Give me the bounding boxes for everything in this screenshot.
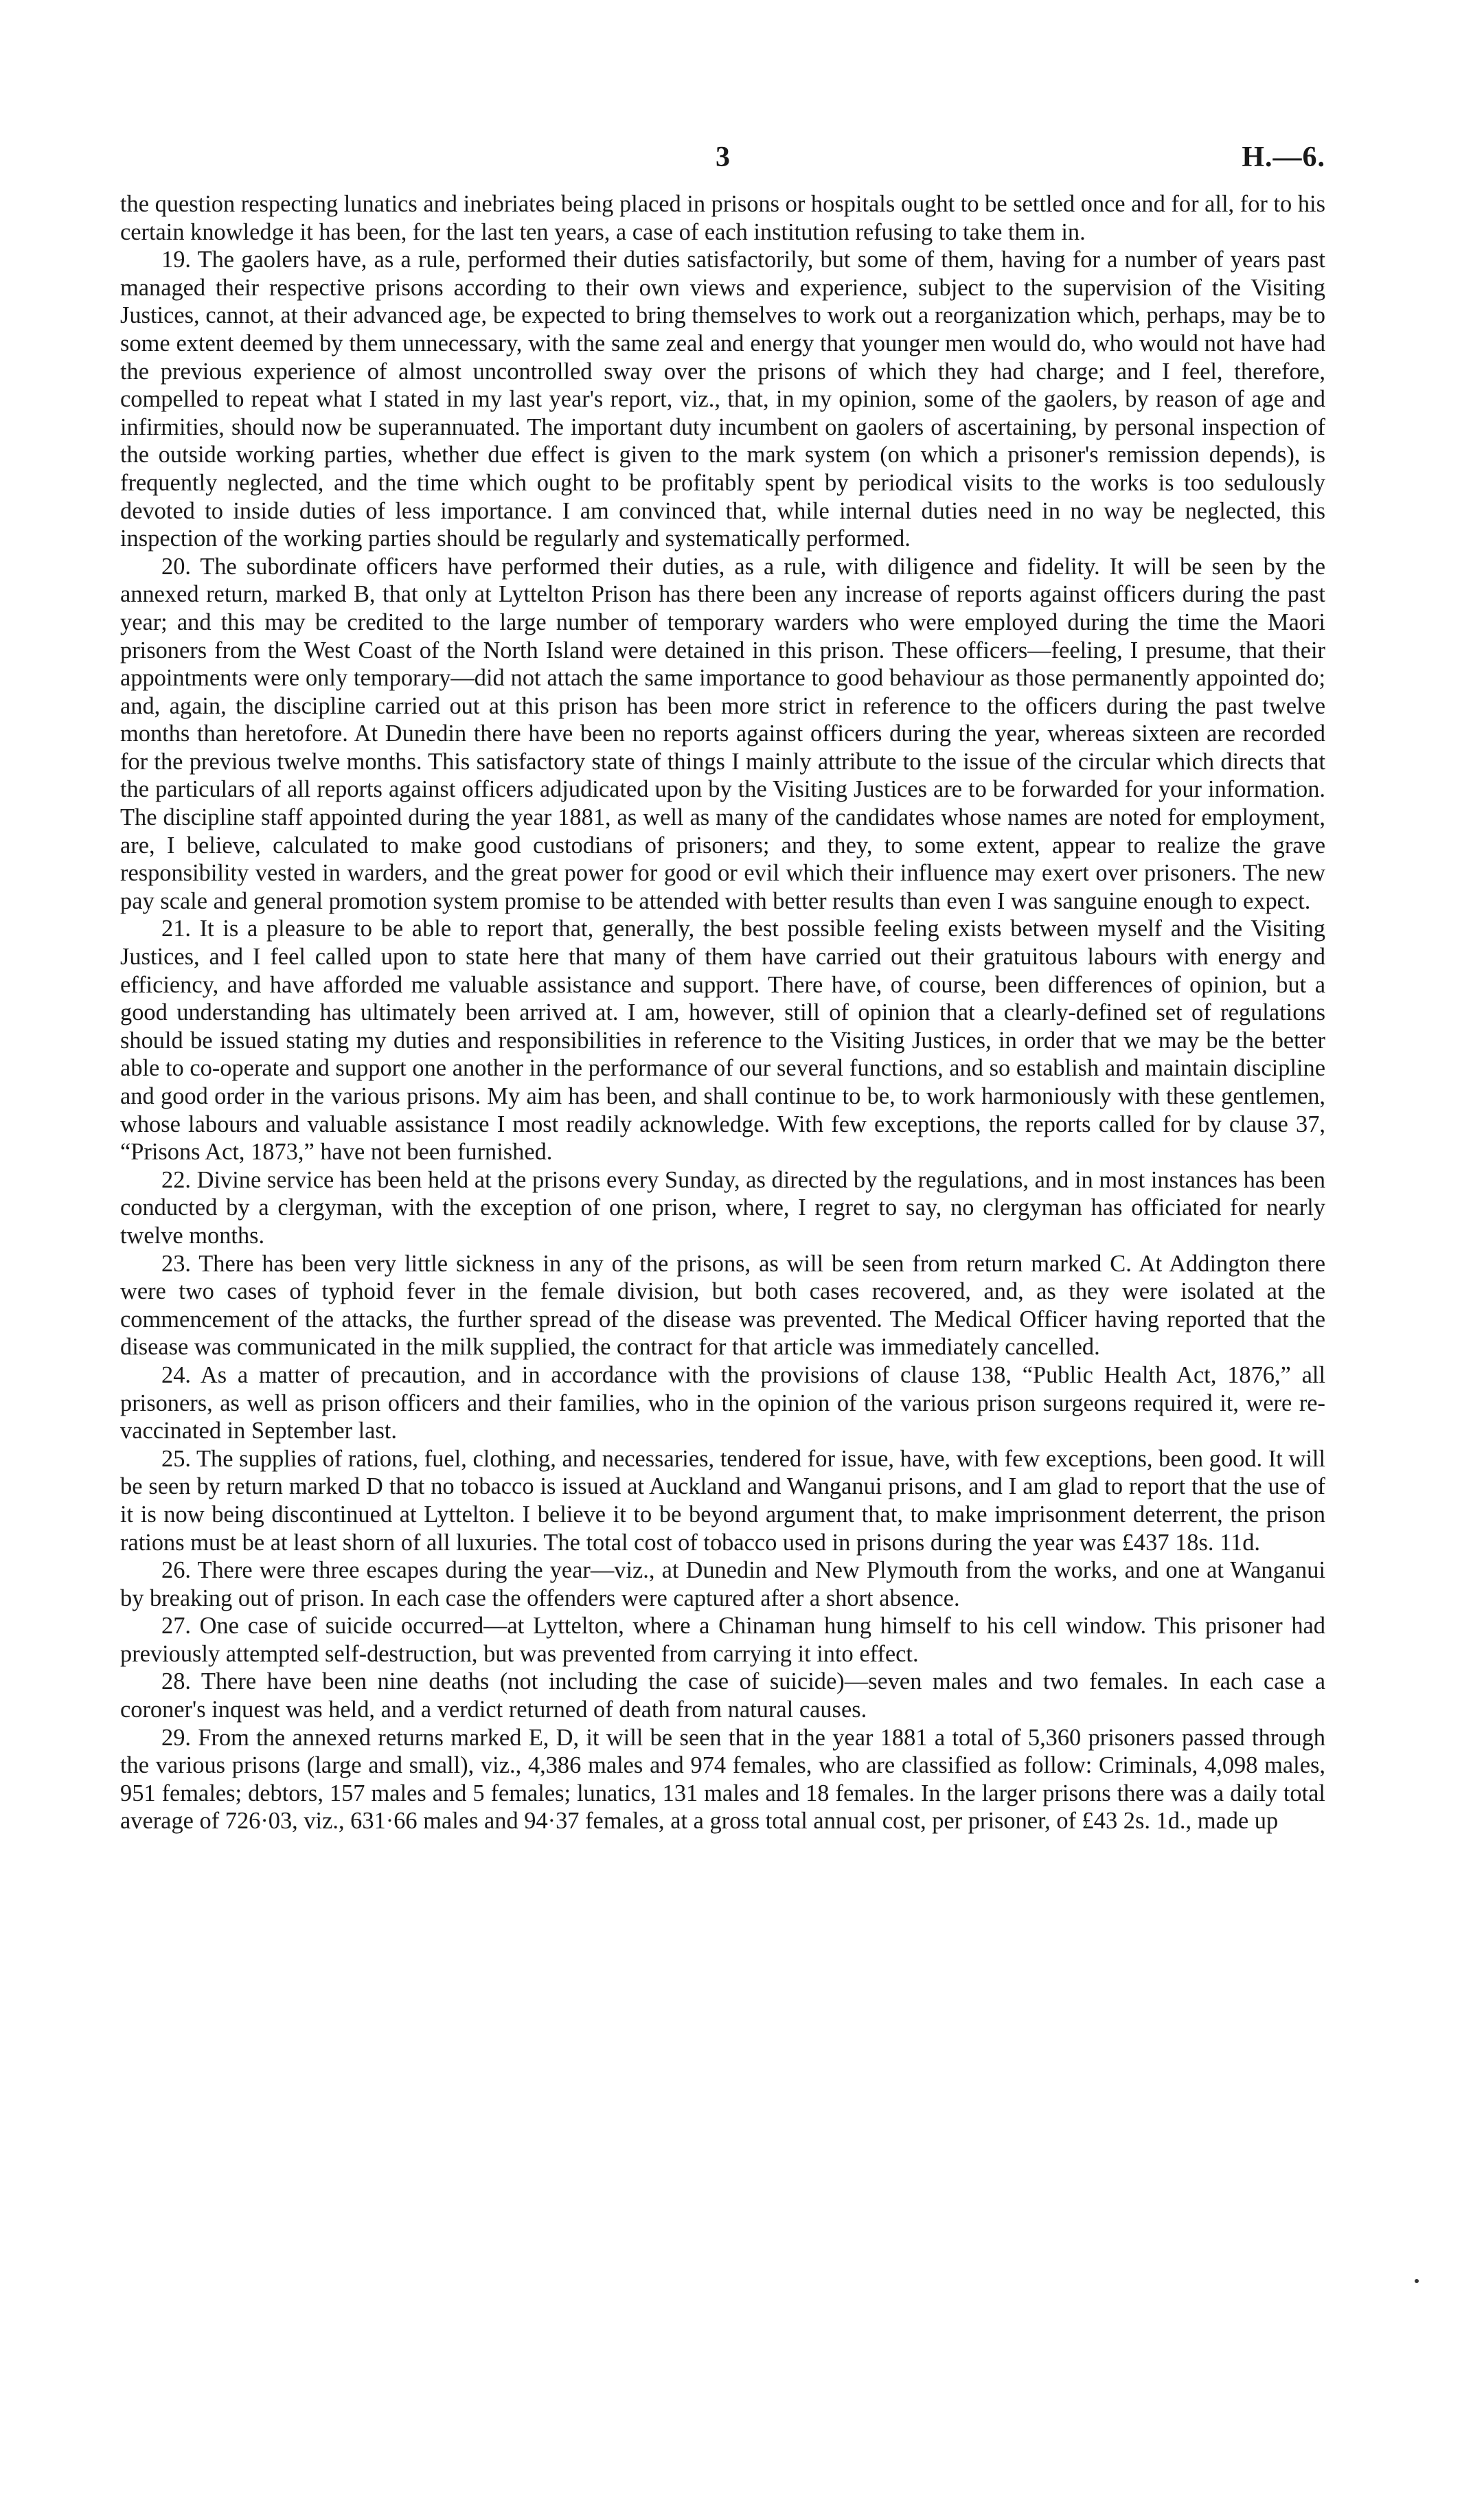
paragraph-26-escapes: 26. There were three escapes during the year—viz., at Dunedin and New Plymouth from the works, and one at Wanganui by breaking out of prison. In each case the offenders were captured after a short absence. xyxy=(120,1557,1325,1611)
paragraph-19-gaolers: 19. The gaolers have, as a rule, performed their duties satisfactorily, but some of them, having for a number of years past managed their respective prisons according to their own views and experience, subject to the supervision of the Visiting Justices, cannot, at their advanced age, be expected to bring themselves to work out a reorganization which, perhaps, may be to some extent deemed by them unnecessary, with the same zeal and energy that younger men would do, who would not have had the previous experience of almost uncontrolled sway over the prisons of which they had charge; and I feel, therefore, compelled to repeat what I stated in my last year's report, viz., that, in my opinion, some of the gaolers, by reason of age and infirmities, should now be superannuated. The important duty incumbent on gaolers of ascertaining, by personal inspection of the outside working parties, whether due effect is given to the mark system (on which a prisoner's remission depends), is frequently neglected, and the time which ought to be profitably spent by periodical visits to the works is too sedulously devoted to inside duties of less importance. I am convinced that, while internal duties need in no way be neglected, this inspection of the working parties should be regularly and systematically performed. xyxy=(120,247,1325,552)
paragraph-22-divine-service: 22. Divine service has been held at the prisons every Sunday, as directed by the regulations, and in most instances has been conducted by a clergyman, with the exception of one prison, where, I regret to say, no clergyman has officiated for nearly twelve months. xyxy=(120,1166,1325,1249)
page-number: 3 xyxy=(716,141,730,173)
margin-dot xyxy=(1415,2279,1419,2283)
report-body xyxy=(120,190,1325,1835)
document-page xyxy=(120,141,1325,1835)
paragraph-23-sickness: 23. There has been very little sickness in any of the prisons, as will be seen from return marked C. At Addington there were two cases of typhoid fever in the female division, but both cases recovered, and, as they were isolated at the commencement of the attacks, the further spread of the disease was prevented. The Medical Officer having reported that the disease was communicated in the milk supplied, the contract for that article was immediately cancelled. xyxy=(120,1250,1325,1361)
paragraph-25-supplies: 25. The supplies of rations, fuel, clothing, and necessaries, tendered for issue, have, with few exceptions, been good. It will be seen by return marked D that no tobacco is issued at Auckland and Wanganui prisons, and I am glad to report that the use of it is now being discontinued at Lyttelton. I believe it to be beyond argument that, to make imprisonment deterrent, the prison rations must be at least shorn of all luxuries. The total cost of tobacco used in prisons during the year was £437 18s. 11d. xyxy=(120,1445,1325,1556)
paragraph-27-suicide: 27. One case of suicide occurred—at Lyttelton, where a Chinaman hung himself to his cell window. This prisoner had previously attempted self-destruction, but was prevented from carrying it into effect. xyxy=(120,1613,1325,1667)
document-code: H.—6. xyxy=(1242,141,1325,173)
paragraph-24-vaccination: 24. As a matter of precaution, and in accordance with the provisions of clause 138, “Public Health Act, 1876,” all prisoners, as well as prison officers and their families, who in the opinion of the various prison surgeons required it, were re-vaccinated in September last. xyxy=(120,1361,1325,1444)
paragraph-continuation: the question respecting lunatics and inebriates being placed in prisons or hospitals ought to be settled once and for all, for to his certain knowledge it has been, for the last ten years, a case of each institution refusing to take them in. xyxy=(120,191,1325,245)
paragraph-28-deaths: 28. There have been nine deaths (not including the case of suicide)—seven males and two females. In each case a coroner's inquest was held, and a verdict returned of death from natural causes. xyxy=(120,1668,1325,1723)
page-header xyxy=(120,141,1325,190)
paragraph-21-visiting-justices: 21. It is a pleasure to be able to report that, generally, the best possible feeling exists between myself and the Visiting Justices, and I feel called upon to state here that many of them have carried out their gratuitous labours with energy and efficiency, and have afforded me valuable assistance and support. There have, of course, been differences of opinion, but a good understanding has ultimately been arrived at. I am, however, still of opinion that a clearly-defined set of regulations should be issued stating my duties and responsibilities in reference to the Visiting Justices, in order that we may be the better able to co-operate and support one another in the performance of our several functions, and so establish and maintain discipline and good order in the various prisons. My aim has been, and shall continue to be, to work harmoniously with these gentlemen, whose labours and valuable assistance I most readily acknowledge. With few exceptions, the reports called for by clause 37, “Prisons Act, 1873,” have not been furnished. xyxy=(120,916,1325,1166)
paragraph-29-statistics: 29. From the annexed returns marked E, D, it will be seen that in the year 1881 a total of 5,360 prisoners passed through the various prisons (large and small), viz., 4,386 males and 974 females, who are classified as follow: Criminals, 4,098 males, 951 females; debtors, 157 males and 5 females; lunatics, 131 males and 18 females. In the larger prisons there was a daily total average of 726·03, viz., 631·66 males and 94·37 females, at a gross total annual cost, per prisoner, of £43 2s. 1d., made up xyxy=(120,1724,1325,1835)
paragraph-20-subordinate-officers: 20. The subordinate officers have performed their duties, as a rule, with diligence and fidelity. It will be seen by the annexed return, marked B, that only at Lyttelton Prison has there been any increase of reports against officers during the past year; and this may be credited to the large number of temporary warders who were employed during the time the Maori prisoners from the West Coast of the North Island were detained in this prison. These officers—feeling, I presume, that their appointments were only temporary—did not attach the same importance to good behaviour as those permanently appointed do; and, again, the discipline carried out at this prison has been more strict in reference to the officers during the past twelve months than heretofore. At Dunedin there have been no reports against officers during the year, whereas sixteen are recorded for the previous twelve months. This satisfactory state of things I mainly attribute to the issue of the circular which directs that the particulars of all reports against officers adjudicated upon by the Visiting Justices are to be forwarded for your information. The discipline staff appointed during the year 1881, as well as many of the candidates whose names are noted for employment, are, I believe, calculated to make good custodians of prisoners; and they, to some extent, appear to realize the grave responsibility vested in warders, and the great power for good or evil which their influence may exert over prisoners. The new pay scale and general promotion system promise to be attended with better results than even I was sanguine enough to expect. xyxy=(120,553,1325,914)
